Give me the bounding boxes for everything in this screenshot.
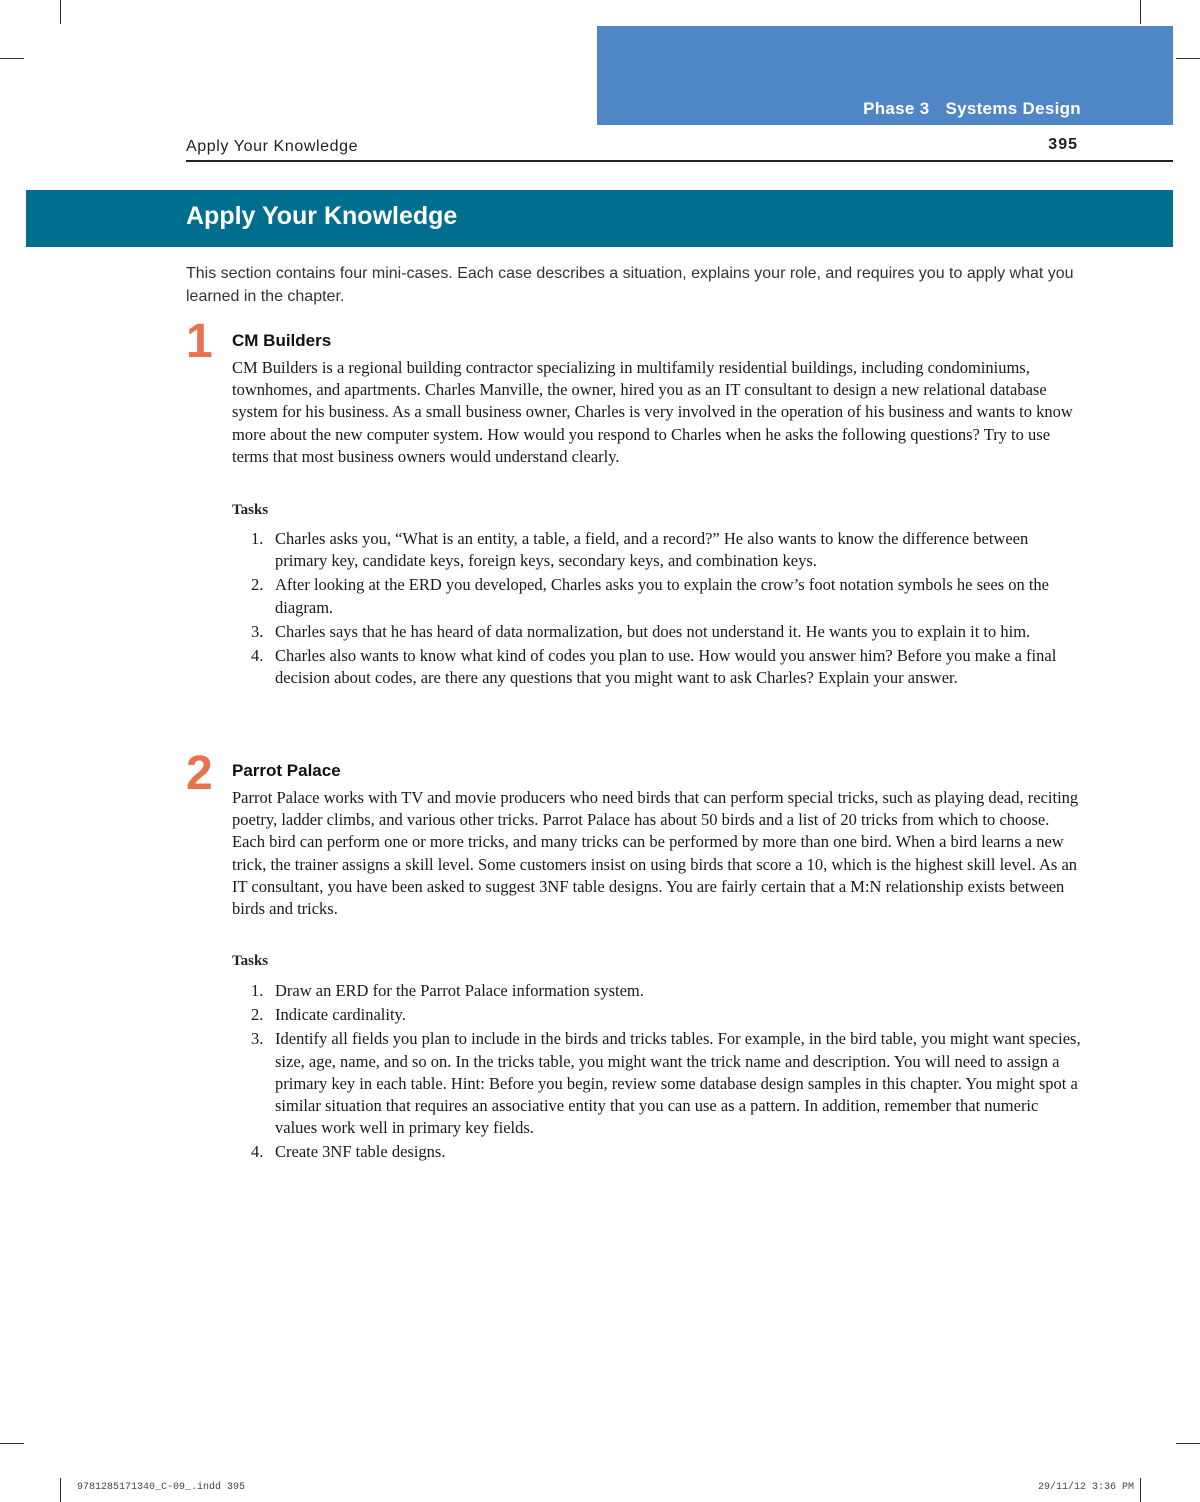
task-text: Charles asks you, “What is an entity, a table, a field, and a record?” He also wants to know the difference between primary key, candidate keys, foreign keys, secondary keys, and combination keys. (275, 529, 1029, 571)
crop-mark (1140, 1478, 1141, 1502)
task-number: 1. (251, 981, 264, 1000)
list-item (232, 1028, 1082, 1139)
case-body-2: Parrot Palace works with TV and movie producers who need birds that can perform special tricks, such as playing dead, reciting poetry, ladder climbs, and various other tricks. Parrot Palace has about 50 birds and a list of 20 tricks from which to choose. Each bird can perform one or more tricks, and many tricks can be performed by more than one bird. When a bird learns a new trick, the trainer assigns a skill level. Some customers insist on using birds that score a 10, which is the highest skill level. As an IT consultant, you have been asked to suggest 3NF table designs. You are fairly certain that a M:N relationship exists between birds and tricks. (232, 788, 1079, 919)
crop-mark (60, 1478, 61, 1502)
case-number-2: 2 (186, 747, 213, 800)
task-number: 1. (251, 529, 264, 548)
task-text: After looking at the ERD you developed, Charles asks you to explain the crow’s foot notation symbols he sees on the diagram. (275, 575, 1049, 617)
case-body-1: CM Builders is a regional building contractor specializing in multifamily residential buildings, including condominiums, townhomes, and apartments. Charles Manville, the owner, hired you as an IT consultant to design a new relational database system for his business. As a small business owner, Charles is very involved in the operation of his business and wants to know more about the new computer system. How would you respond to Charles when he asks the following questions? Try to use terms that most business owners would understand clearly. (232, 358, 1073, 466)
case-title-1: CM Builders (232, 331, 332, 350)
list-item (232, 1004, 1082, 1026)
task-text: Create 3NF table designs. (275, 1142, 446, 1162)
list-item (232, 574, 1082, 618)
task-text: Charles says that he has heard of data normalization, but does not understand it. He wants you to explain it to him. (275, 621, 1031, 641)
task-text: Draw an ERD for the Parrot Palace information system. (275, 981, 644, 1000)
list-item (232, 528, 1082, 572)
task-text: Identify all fields you plan to include in the birds and tricks tables. For example, in the bird table, you might want species, size, age, name, and so on. In the tricks table, you might want the trick name and description. You will need to assign a primary key in each table. Hint: Before you begin, review some database design samples in this chapter. You might spot a similar situation that requires an associative entity that you can use as a pattern. In addition, remember that numeric values work well in primary key fields. (275, 1029, 1081, 1138)
footer-date-slug: 29/11/12 3:36 PM (1037, 1482, 1134, 1493)
task-number: 2. (251, 1005, 264, 1025)
phase-number: Phase 3 (863, 99, 930, 118)
task-text: Indicate cardinality. (275, 1005, 406, 1025)
crop-mark (1176, 1443, 1200, 1444)
task-list-2 (232, 980, 1082, 1166)
crop-mark (0, 1443, 24, 1444)
list-item (232, 621, 1082, 643)
phase-title: Systems Design (945, 99, 1081, 118)
page-number: 395 (1048, 136, 1078, 153)
phase-label (863, 99, 1081, 119)
crop-mark (1176, 58, 1200, 59)
phase-header-box (597, 26, 1173, 125)
intro-paragraph: This section contains four mini-cases. Each case describes a situation, explains your role, and requires you to apply what you learned in the chapter. (186, 265, 1074, 305)
task-number: 4. (251, 1142, 264, 1162)
crop-mark (0, 58, 24, 59)
list-item (232, 980, 1082, 1002)
task-list-1 (232, 528, 1082, 691)
case-number-1: 1 (186, 315, 213, 368)
tasks-heading-1: Tasks (232, 502, 269, 518)
case-title-2: Parrot Palace (232, 761, 341, 780)
crop-mark (60, 0, 61, 24)
running-head: Apply Your Knowledge (186, 138, 359, 155)
task-number: 3. (251, 621, 264, 641)
list-item (232, 1141, 1082, 1163)
task-number: 3. (251, 1029, 264, 1049)
header-rule (186, 160, 1173, 162)
task-text: Charles also wants to know what kind of codes you plan to use. How would you answer him? Before you make a final decision about codes, are there any questions that you might want to ask Charles? Explain your answer. (275, 646, 1057, 688)
section-banner (26, 190, 1173, 247)
footer-file-slug: 9781285171340_C-09_.indd 395 (77, 1482, 246, 1493)
task-number: 2. (251, 575, 264, 595)
task-number: 4. (251, 646, 264, 666)
list-item (232, 645, 1082, 689)
crop-mark (1140, 0, 1141, 24)
section-title: Apply Your Knowledge (186, 202, 458, 230)
tasks-heading-2: Tasks (232, 953, 269, 969)
